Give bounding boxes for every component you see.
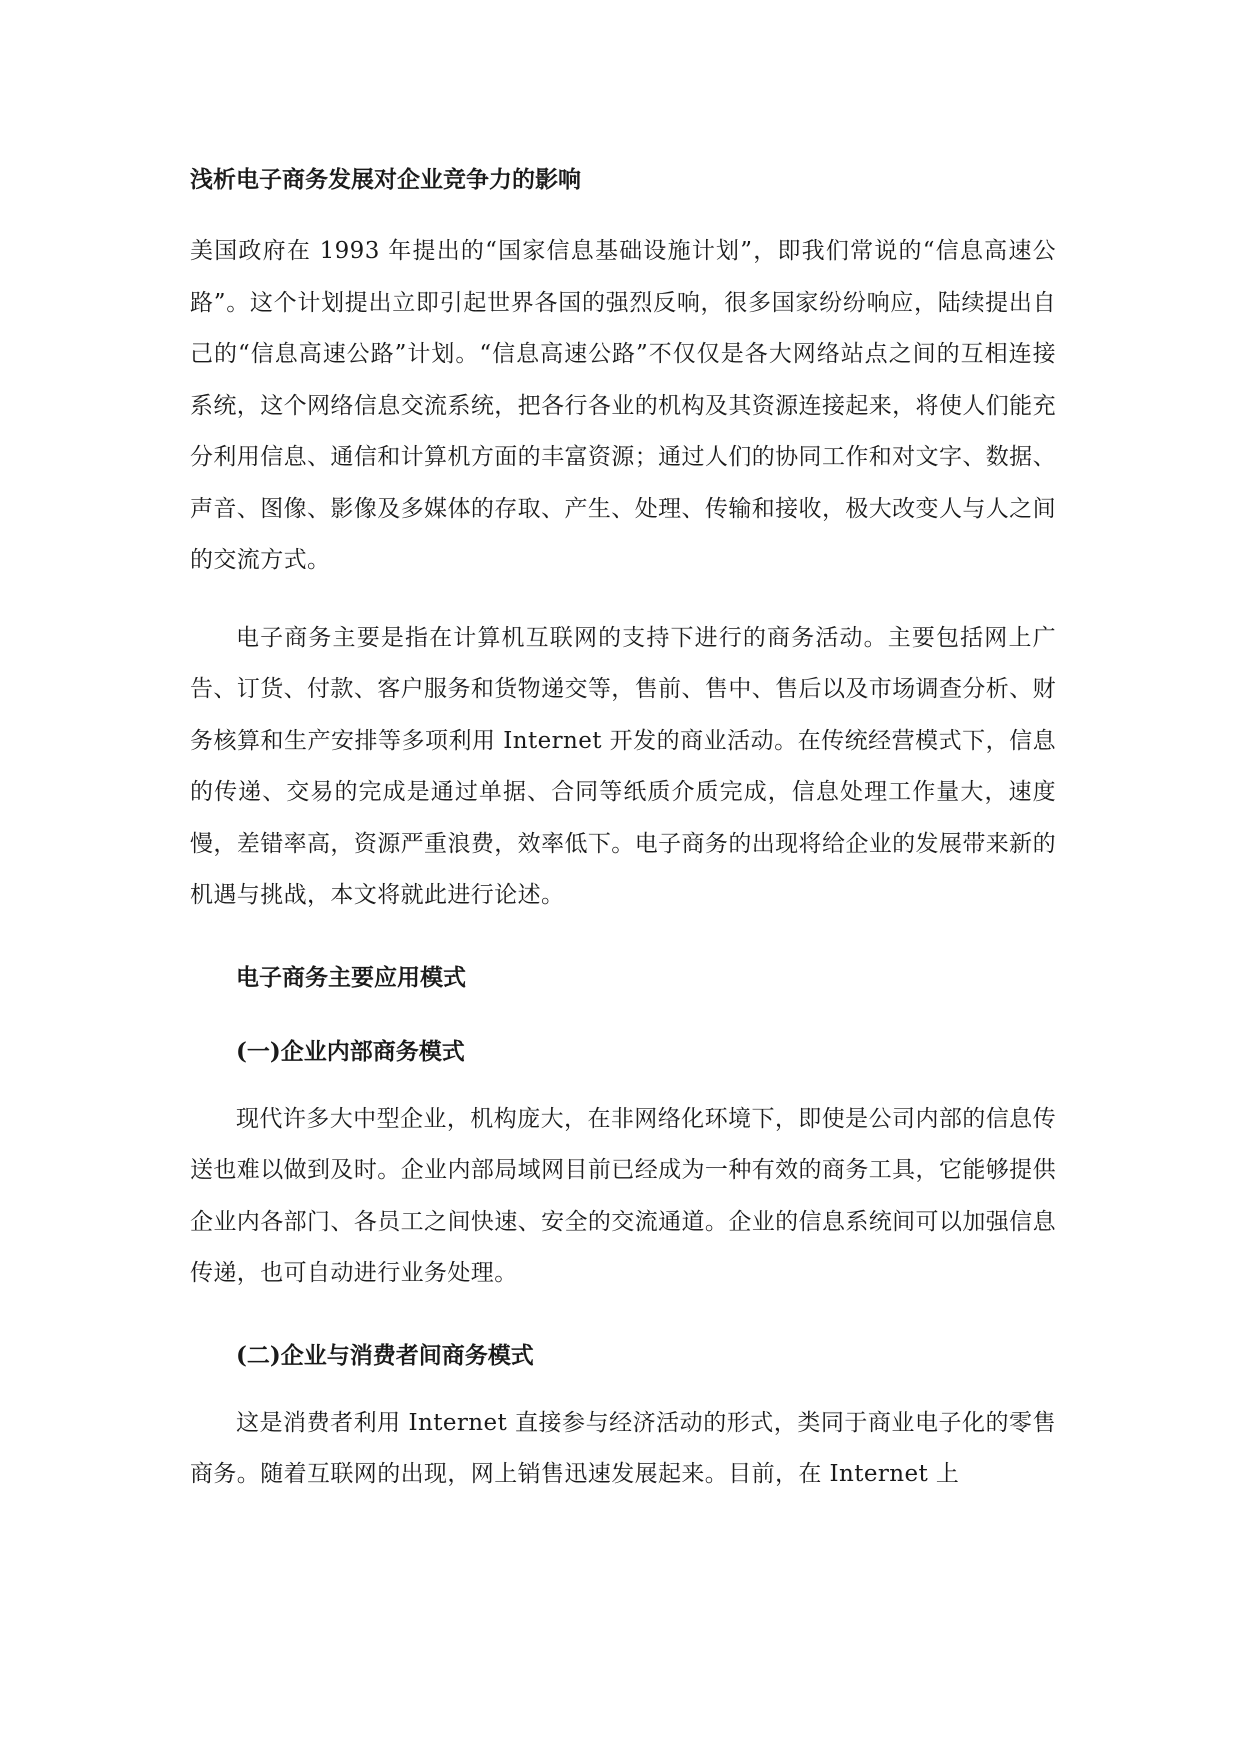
paragraph-ecommerce-definition: 电子商务主要是指在计算机互联网的支持下进行的商务活动。主要包括网上广告、订货、付款、客户服务和货物递交等，售前、售中、售后以及市场调查分析、财务核算和生产安排等多项利用 Internet 开发的商业活动。在传统经营模式下，信息的传递、交易的完成是通过单据、合同等纸质介质完成，信息处理工作量大，速度慢，差错率高，资源严重浪费，效率低下。电子商务的出现将给企业的发展带来新的机遇与挑战，本文将就此进行论述。 [190, 624, 1056, 908]
paragraph-b2c-mode: 这是消费者利用 Internet 直接参与经济活动的形式，类同于商业电子化的零售商务。随着互联网的出现，网上销售迅速发展起来。目前，在 Internet 上 [190, 1409, 1056, 1487]
sub-heading-b2c-mode: (二)企业与消费者间商务模式 [236, 1341, 534, 1369]
section-heading-application-modes: 电子商务主要应用模式 [236, 964, 466, 991]
paragraph-internal-mode: 现代许多大中型企业，机构庞大，在非网络化环境下，即使是公司内部的信息传送也难以做到及时。企业内部局域网目前已经成为一种有效的商务工具，它能够提供企业内各部门、各员工之间快速、安全的交流通道。企业的信息系统间可以加强信息传递，也可自动进行业务处理。 [190, 1105, 1056, 1286]
sub-heading-internal-mode: (一)企业内部商务模式 [236, 1037, 465, 1065]
document-title: 浅析电子商务发展对企业竞争力的影响 [190, 167, 581, 193]
document-body [190, 164, 1056, 1501]
paragraph-intro: 美国政府在 1993 年提出的“国家信息基础设施计划”，即我们常说的“信息高速公路”。这个计划提出立即引起世界各国的强烈反响，很多国家纷纷响应，陆续提出自己的“信息高速公路”计划。“信息高速公路”不仅仅是各大网络站点之间的互相连接系统，这个网络信息交流系统，把各行各业的机构及其资源连接起来，将使人们能充分利用信息、通信和计算机方面的丰富资源；通过人们的协同工作和对文字、数据、声音、图像、影像及多媒体的存取、产生、处理、传输和接收，极大改变人与人之间的交流方式。 [190, 238, 1056, 573]
